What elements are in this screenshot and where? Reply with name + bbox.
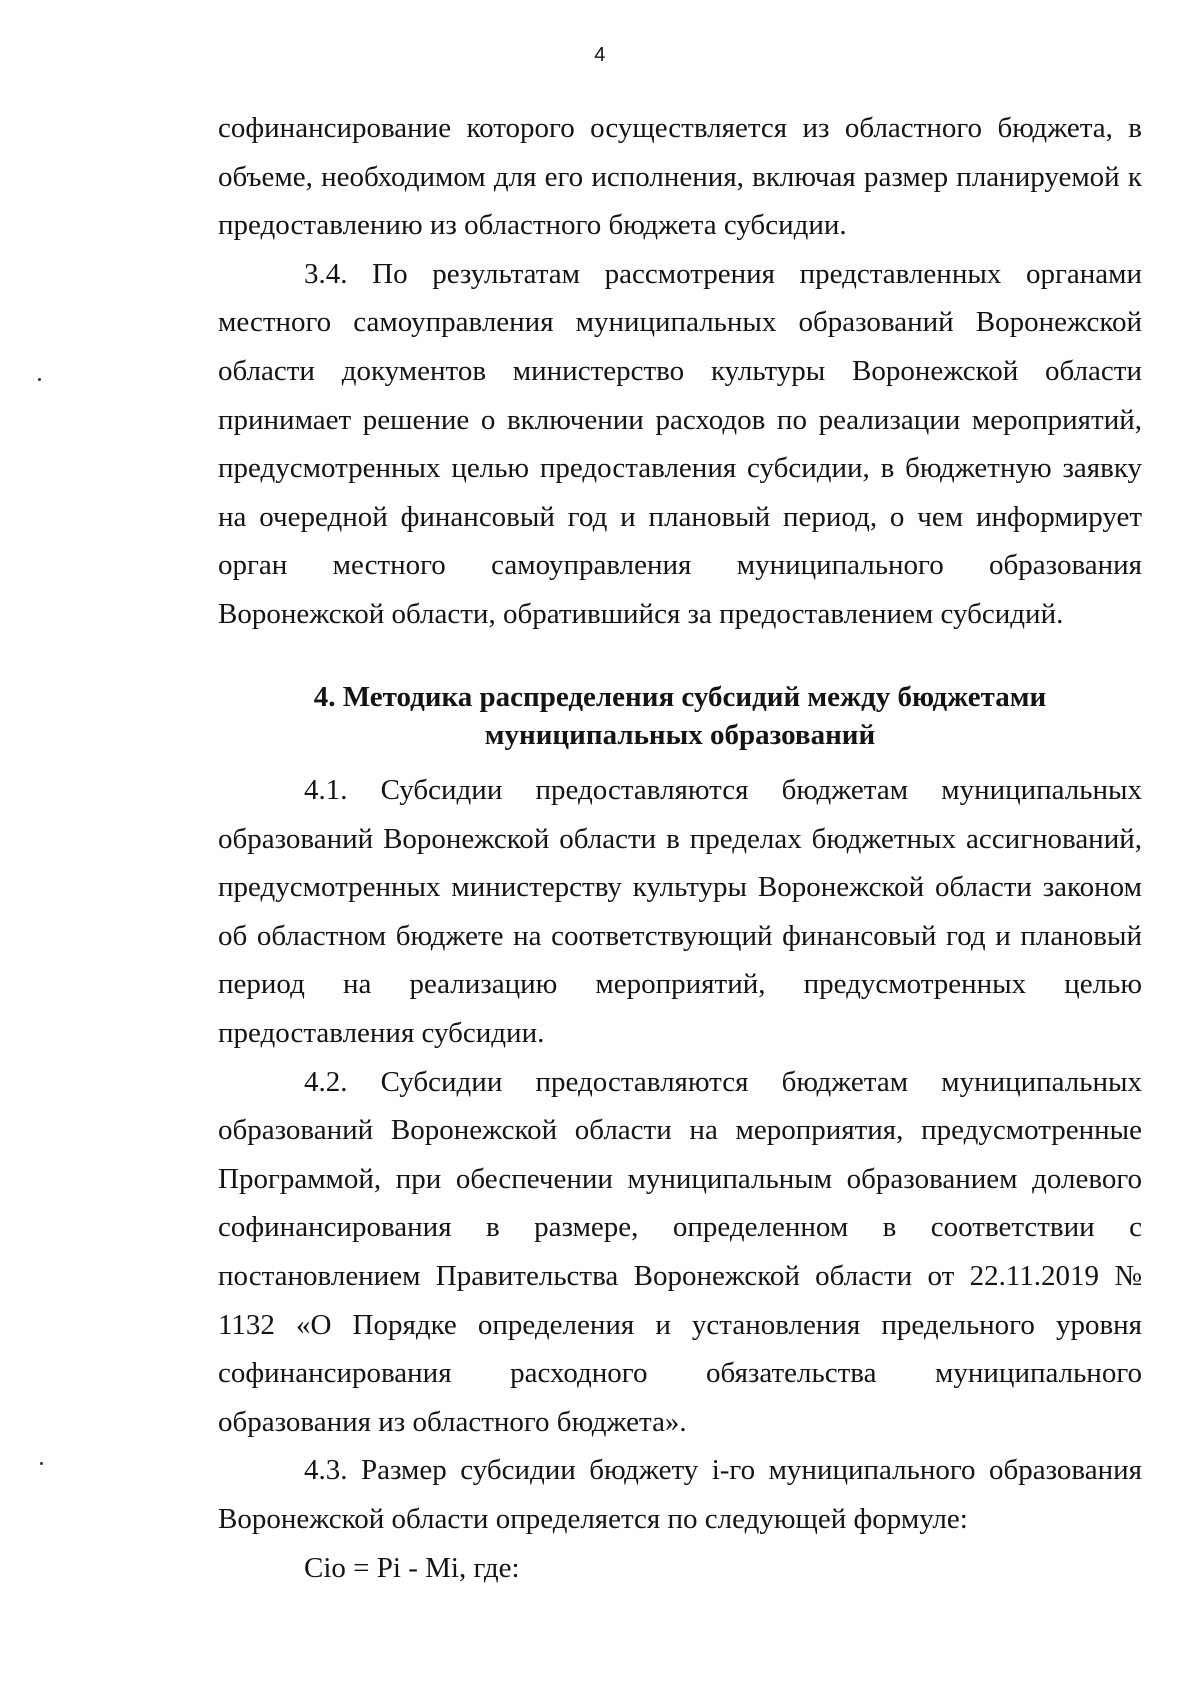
page-number: 4 [594,44,606,66]
scan-speck [38,378,41,381]
section-text-block [218,766,1142,1592]
formula: Ciо = Pi - Mi, где: [304,1551,520,1584]
scan-speck [40,1462,43,1465]
section-heading-line-2: муниципальных образований [484,719,876,751]
section-heading-line-1: 4. Методика распределения субсидий между бюджетами [313,681,1047,713]
paragraph-4-2: 4.2. Субсидии предоставляются бюджетам муниципальных образований Воронежской области на мероприятия, предусмотренные Программой, при обеспечении муниципальным образованием долевого софинансирования в размере, определенном в соответствии с постановлением Правительства Воронежской области от 22.11.2019 № 1132 «О Порядке определения и установления предельного уровня софинансирования расходного обязательства муниципального образования из областного бюджета». [218,1065,1142,1438]
top-text-block [218,104,1142,639]
paragraph-continuation: софинансирование которого осуществляется из областного бюджета, в объеме, необходимом для его исполнения, включая размер планируемой к предоставлению из областного бюджета субсидии. [218,112,1142,242]
paragraph-3-4: 3.4. По результатам рассмотрения представленных органами местного самоуправления муниципальных образований Воронежской области документов министерство культуры Воронежской области принимает решение о включении расходов по реализации мероприятий, предусмотренных целью предоставления субсидии, в бюджетную заявку на очередной финансовый год и плановый период, о чем информирует орган местного самоуправления муниципального образования Воронежской области, обратившийся за предоставлением субсидий. [218,257,1142,630]
paragraph-4-1: 4.1. Субсидии предоставляются бюджетам муниципальных образований Воронежской области в пределах бюджетных ассигнований, предусмотренных министерству культуры Воронежской области законом об областном бюджете на соответствующий финансовый год и плановый период на реализацию мероприятий, предусмотренных целью предоставления субсидии. [218,774,1142,1049]
paragraph-4-3: 4.3. Размер субсидии бюджету i-го муниципального образования Воронежской области определяется по следующей формуле: [218,1454,1142,1535]
section-heading [218,678,1142,754]
